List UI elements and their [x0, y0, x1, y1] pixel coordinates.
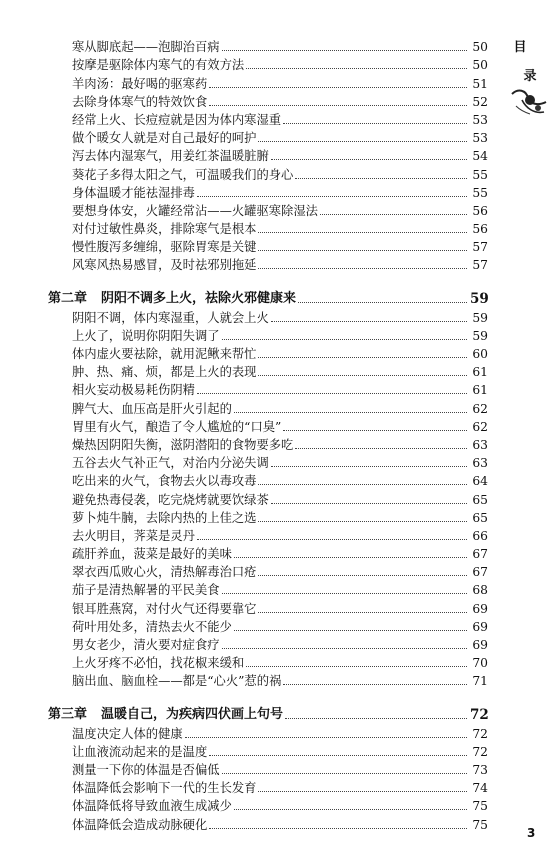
table-of-contents	[48, 36, 488, 832]
entry-title: 体温降低会影响下一代的生长发育	[72, 781, 257, 796]
toc-entry[interactable]	[48, 616, 488, 634]
entry-title: 慢性腹泻多缠绵，驱除胃寒是关键	[72, 240, 257, 255]
toc-entry[interactable]	[48, 795, 488, 813]
toc-entry[interactable]	[48, 813, 488, 831]
entry-page: 73	[472, 762, 488, 777]
dot-leader	[258, 375, 467, 376]
entry-title: 吃出来的火气，食物去火以毒攻毒	[72, 474, 257, 489]
entry-page: 69	[472, 601, 488, 616]
dot-leader	[283, 684, 467, 685]
entry-page: 75	[472, 817, 488, 832]
entry-page: 59	[472, 310, 488, 325]
toc-entry[interactable]	[48, 525, 488, 543]
entry-title: 脑出血、脑血栓——都是“心火”惹的祸	[72, 674, 282, 689]
entry-page: 59	[472, 328, 488, 343]
dot-leader	[271, 466, 467, 467]
dot-leader	[258, 612, 467, 613]
chapter-heading[interactable]	[48, 284, 488, 306]
side-label	[508, 36, 552, 120]
entry-title: 体温降低会造成动脉硬化	[72, 817, 208, 832]
entry-page: 57	[472, 240, 488, 255]
toc-entry[interactable]	[48, 452, 488, 470]
toc-entry[interactable]	[48, 218, 488, 236]
toc-entry[interactable]	[48, 54, 488, 72]
toc-entry[interactable]	[48, 652, 488, 670]
toc-entry[interactable]	[48, 470, 488, 488]
entry-page: 56	[472, 203, 488, 218]
dot-leader	[298, 302, 467, 303]
entry-title: 测量一下你的体温是否偏低	[72, 762, 220, 777]
entry-page: 72	[472, 726, 488, 741]
toc-entry[interactable]	[48, 72, 488, 90]
entry-page: 70	[472, 656, 488, 671]
chapter-heading[interactable]	[48, 700, 488, 722]
entry-title: 翠衣西瓜败心火，清热解毒治口疮	[72, 565, 257, 580]
entry-page: 50	[472, 58, 488, 73]
dot-leader	[258, 250, 467, 251]
toc-entry[interactable]	[48, 127, 488, 145]
dot-leader	[258, 141, 467, 142]
section-gap	[48, 688, 488, 700]
entry-page: 69	[472, 638, 488, 652]
entry-title: 让血液流动起来的是温度	[72, 744, 208, 759]
entry-title: 男女老少，清火要对症食疗	[72, 638, 220, 652]
chapter-page: 59	[470, 291, 489, 308]
entry-page: 62	[472, 401, 488, 416]
entry-title: 避免热毒侵袭，吃完烧烤就要饮绿茶	[72, 492, 269, 507]
entry-title: 五谷去火气补正气，对治内分泌失调	[72, 456, 269, 471]
dot-leader	[258, 484, 467, 485]
toc-entry[interactable]	[48, 488, 488, 506]
entry-title: 胃里有火气，酿造了令人尴尬的“口臭”	[72, 419, 282, 434]
entry-page: 55	[472, 167, 488, 182]
entry-page: 52	[472, 94, 488, 109]
toc-entry[interactable]	[48, 91, 488, 109]
entry-page: 53	[472, 112, 488, 127]
dot-leader	[258, 791, 467, 792]
entry-title: 身体温暖才能祛湿排毒	[72, 185, 195, 200]
entry-page: 56	[472, 222, 488, 237]
chapter-name: 阴阳不调多上火，祛除火邪健康来	[101, 291, 297, 307]
dot-leader	[258, 575, 467, 576]
entry-title: 要想身体安，火罐经常沾——火罐驱寒除湿法	[72, 203, 318, 218]
dot-leader	[283, 123, 467, 124]
chapter-page: 72	[470, 707, 489, 724]
entry-title: 燥热因阴阳失衡，滋阴潜阳的食物要多吃	[72, 437, 294, 452]
entry-page: 65	[472, 492, 488, 507]
dot-leader	[234, 557, 467, 558]
chapter-title	[48, 708, 285, 722]
dot-leader	[271, 159, 467, 160]
toc-entry[interactable]	[48, 254, 488, 272]
toc-entry[interactable]	[48, 343, 488, 361]
toc-entry[interactable]	[48, 579, 488, 597]
chapter-number: 第二章	[48, 291, 88, 307]
entry-title: 茄子是清热解暑的平民美食	[72, 583, 220, 598]
dot-leader	[222, 773, 467, 774]
entry-title: 银耳胜燕窝，对付火气还得要靠它	[72, 601, 257, 616]
toc-entry[interactable]	[48, 416, 488, 434]
toc-entry[interactable]	[48, 200, 488, 218]
toc-entry[interactable]	[48, 634, 488, 652]
entry-page: 69	[472, 619, 488, 634]
dot-leader	[258, 521, 467, 522]
entry-title: 脾气大、血压高是肝火引起的	[72, 401, 232, 416]
entry-page: 63	[472, 437, 488, 452]
toc-entry[interactable]	[48, 163, 488, 181]
dot-leader	[209, 105, 467, 106]
entry-page: 66	[472, 528, 488, 543]
toc-entry[interactable]	[48, 236, 488, 254]
entry-page: 61	[472, 365, 488, 380]
dot-leader	[246, 666, 467, 667]
dot-leader	[185, 737, 467, 738]
entry-title: 羊肉汤：最好喝的驱寒药	[72, 76, 208, 91]
entry-page: 68	[472, 583, 488, 598]
dot-leader	[258, 357, 467, 358]
ink-ornament-icon	[508, 86, 550, 120]
toc-entry[interactable]	[48, 759, 488, 777]
toc-entry[interactable]	[48, 561, 488, 579]
entry-page: 53	[472, 131, 488, 146]
entry-title: 上火了，说明你阴阳失调了	[72, 328, 220, 343]
entry-page: 51	[472, 76, 488, 91]
entry-page: 75	[472, 799, 488, 814]
entry-page: 55	[472, 185, 488, 200]
dot-leader	[197, 196, 467, 197]
entry-title: 温度决定人体的健康	[72, 726, 183, 741]
dot-leader	[246, 68, 467, 69]
entry-page: 72	[472, 744, 488, 759]
chapter-number: 第三章	[48, 707, 88, 723]
toc-entry[interactable]	[48, 145, 488, 163]
entry-title: 对付过敏性鼻炎，排除寒气是根本	[72, 222, 257, 237]
entry-title: 泻去体内湿寒气，用姜红茶温暖脏腑	[72, 149, 269, 164]
dot-leader	[285, 718, 467, 719]
entry-page: 57	[472, 258, 488, 273]
toc-entry[interactable]	[48, 434, 488, 452]
entry-title: 疏肝养血，菠菜是最好的美味	[72, 547, 232, 562]
dot-leader	[222, 593, 467, 594]
entry-title: 做个暖女人就是对自己最好的呵护	[72, 131, 257, 146]
chapter-title	[48, 292, 298, 306]
entry-title: 去火明目，荠菜是灵丹	[72, 528, 195, 543]
entry-page: 62	[472, 419, 488, 434]
dot-leader	[258, 268, 467, 269]
dot-leader	[295, 178, 467, 179]
dot-leader	[295, 448, 467, 449]
entry-title: 上火牙疼不必怕，找花椒来缓和	[72, 656, 245, 671]
toc-entry[interactable]	[48, 741, 488, 759]
dot-leader	[222, 648, 467, 649]
toc-entry[interactable]	[48, 36, 488, 54]
entry-page: 74	[472, 781, 488, 796]
section-gap	[48, 272, 488, 284]
side-label-char-2: 录	[523, 69, 537, 84]
entry-title: 荷叶用处多，清热去火不能少	[72, 619, 232, 634]
entry-page: 67	[472, 547, 488, 562]
side-label-char-1: 目	[513, 40, 527, 55]
entry-page: 60	[472, 347, 488, 361]
toc-entry[interactable]	[48, 325, 488, 343]
entry-title: 风寒风热易感冒，及时祛邪别拖延	[72, 258, 257, 273]
entry-title: 肿、热、痛、烦，都是上火的表现	[72, 365, 257, 380]
dot-leader	[234, 630, 467, 631]
entry-title: 按摩是驱除体内寒气的有效方法	[72, 58, 245, 73]
entry-title: 相火妄动极易耗伤阴精	[72, 383, 195, 398]
dot-leader	[283, 430, 467, 431]
entry-title: 寒从脚底起——泡脚治百病	[72, 40, 220, 55]
entry-page: 54	[472, 149, 488, 164]
toc-entry[interactable]	[48, 182, 488, 200]
toc-entry[interactable]	[48, 507, 488, 525]
dot-leader	[258, 232, 467, 233]
entry-page: 61	[472, 383, 488, 398]
entry-title: 体内虚火要祛除，就用泥鳅来帮忙	[72, 347, 257, 361]
dot-leader	[197, 393, 467, 394]
entry-title: 葵花子多得太阳之气，可温暖我们的身心	[72, 167, 294, 182]
entry-page: 64	[472, 474, 488, 489]
toc-entry[interactable]	[48, 379, 488, 397]
toc-entry[interactable]	[48, 109, 488, 127]
toc-entry[interactable]	[48, 597, 488, 615]
entry-title: 阴阳不调，体内寒湿重，人就会上火	[72, 310, 269, 325]
toc-entry[interactable]	[48, 722, 488, 740]
dot-leader	[222, 339, 467, 340]
toc-entry[interactable]	[48, 670, 488, 688]
dot-leader	[209, 755, 467, 756]
dot-leader	[209, 828, 467, 829]
toc-entry[interactable]	[48, 397, 488, 415]
entry-title: 体温降低将导致血液生成减少	[72, 799, 232, 814]
entry-page: 67	[472, 565, 488, 580]
dot-leader	[234, 809, 467, 810]
entry-page: 71	[472, 674, 488, 689]
entry-page: 65	[472, 510, 488, 525]
dot-leader	[234, 412, 467, 413]
dot-leader	[209, 87, 467, 88]
toc-entry[interactable]	[48, 361, 488, 379]
toc-entry[interactable]	[48, 543, 488, 561]
chapter-name: 温暖自己，为疾病四伏画上句号	[101, 707, 284, 723]
dot-leader	[271, 321, 467, 322]
dot-leader	[222, 50, 467, 51]
dot-leader	[320, 214, 467, 215]
dot-leader	[197, 539, 467, 540]
entry-page: 63	[472, 456, 488, 471]
toc-entry[interactable]	[48, 306, 488, 324]
toc-entry[interactable]	[48, 777, 488, 795]
dot-leader	[271, 503, 467, 504]
page-number: 3	[527, 826, 536, 840]
entry-title: 经常上火、长痘痘就是因为体内寒湿重	[72, 112, 282, 127]
entry-title: 去除身体寒气的特效饮食	[72, 94, 208, 109]
entry-page: 50	[472, 40, 488, 55]
entry-title: 萝卜炖牛腩，去除内热的上佳之选	[72, 510, 257, 525]
